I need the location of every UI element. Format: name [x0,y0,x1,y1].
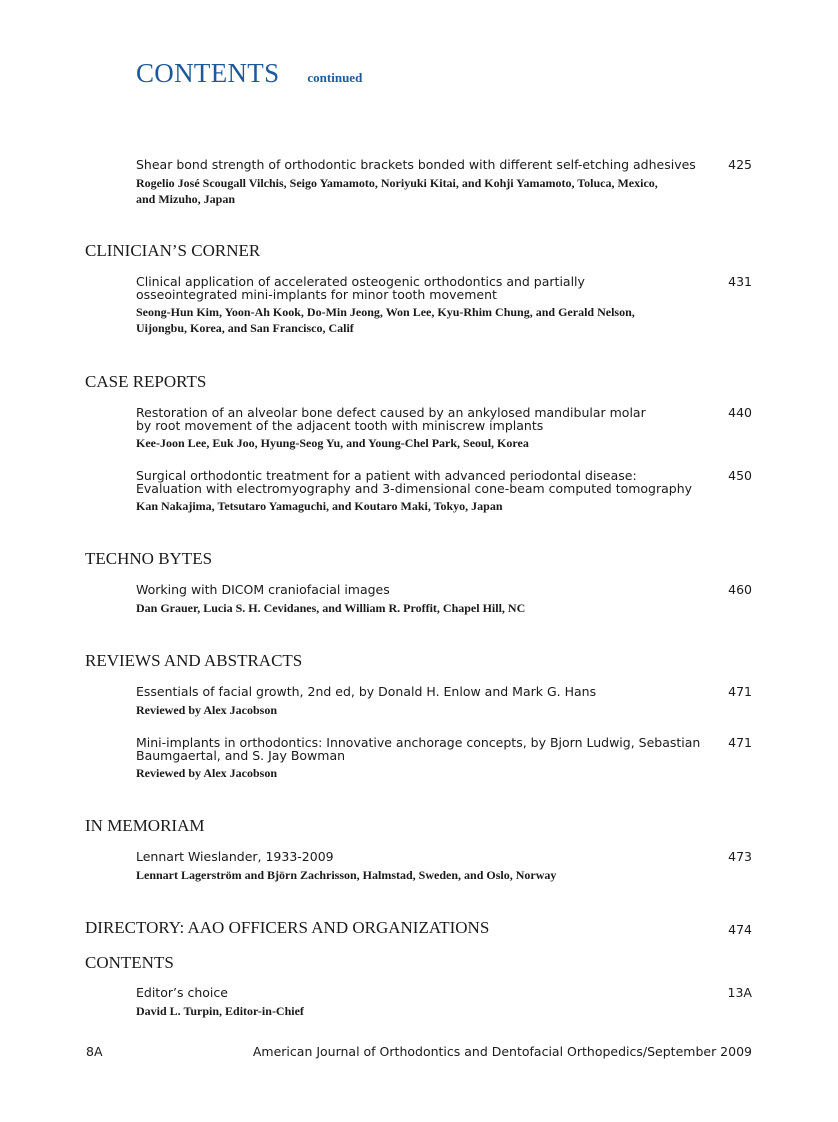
entry-title[interactable]: Editor’s choice [136,985,228,1000]
toc-entry[interactable] [136,470,752,514]
toc-entry[interactable] [136,276,752,336]
entry-authors: Kee-Joon Lee, Euk Joo, Hyung-Seog Yu, and Young-Chel Park, Seoul, Korea [136,436,529,450]
entry-authors: Dan Grauer, Lucia S. H. Cevidanes, and William R. Proffit, Chapel Hill, NC [136,600,526,615]
section-heading-contents: CONTENTS [85,953,174,972]
entry-page-number: 450 [728,468,752,483]
entry-page-number: 13A [727,985,752,1000]
entry-title[interactable]: Essentials of facial growth, 2nd ed, by Donald H. Enlow and Mark G. Hans [136,684,597,699]
entry-title[interactable]: Working with DICOM craniofacial images [136,582,390,597]
entry-authors: Reviewed by Alex Jacobson [136,766,277,780]
toc-entry[interactable] [136,851,752,883]
entry-authors: Kan Nakajima, Tetsutaro Yamaguchi, and Koutaro Maki, Tokyo, Japan [136,499,503,513]
entry-title[interactable]: Clinical application of accelerated osteogenic orthodontics and partially osseointegrated mini-implants for minor tooth movement [136,274,585,302]
section-heading-techno-bytes: TECHNO BYTES [85,549,213,568]
entry-page-number: 460 [728,582,752,597]
entry-authors: Lennart Lagerström and Björn Zachrisson, Halmstad, Sweden, and Oslo, Norway [136,867,557,882]
entry-title[interactable]: Restoration of an alveolar bone defect caused by an ankylosed mandibular molar by root movement of the adjacent tooth with miniscrew implants [136,405,646,433]
section-heading-case-reports: CASE REPORTS [85,372,207,391]
entry-title[interactable]: Surgical orthodontic treatment for a patient with advanced periodontal disease: Evaluation with electromyography and 3-dimensional cone-beam computed tomography [136,468,693,496]
entry-authors: Seong-Hun Kim, Yoon-Ah Kook, Do-Min Jeong, Won Lee, Kyu-Rhim Chung, and Gerald Nelson, Uijongbu, Korea, and San Francisco, Calif [136,305,635,335]
section-heading-directory[interactable]: DIRECTORY: AAO OFFICERS AND ORGANIZATIONS [85,918,490,937]
entry-page-number: 425 [728,157,752,172]
directory-page-number: 474 [728,922,752,937]
entry-title[interactable]: Mini-implants in orthodontics: Innovative anchorage concepts, by Bjorn Ludwig, Sebastian Baumgaertal, and S. Jay Bowman [136,735,701,763]
entry-page-number: 471 [728,735,752,750]
toc-entry[interactable] [136,686,752,718]
page-subtitle: continued [307,70,363,85]
section-heading-clinicians-corner: CLINICIAN’S CORNER [85,241,261,260]
footer-page-label: 8A [86,1044,103,1059]
page-header [136,58,362,89]
toc-entry[interactable] [136,159,752,207]
entry-title[interactable]: Lennart Wieslander, 1933-2009 [136,849,334,864]
entry-page-number: 431 [728,274,752,289]
toc-entry[interactable] [136,737,752,781]
footer-journal-title: American Journal of Orthodontics and Dentofacial Orthopedics/September 2009 [252,1044,752,1059]
toc-entry[interactable] [136,987,752,1019]
entry-page-number: 440 [728,405,752,420]
section-heading-in-memoriam: IN MEMORIAM [85,816,205,835]
entry-authors: David L. Turpin, Editor-in-Chief [136,1003,304,1018]
entry-authors: Rogelio José Scougall Vilchis, Seigo Yamamoto, Noriyuki Kitai, and Kohji Yamamoto, Toluca, Mexico, and Mizuho, Japan [136,175,658,206]
toc-entry[interactable] [136,584,752,616]
entry-page-number: 473 [728,849,752,864]
entry-page-number: 471 [728,684,752,699]
toc-entry[interactable] [136,407,752,451]
page-title: CONTENTS [136,58,280,88]
entry-title[interactable]: Shear bond strength of orthodontic brackets bonded with different self-etching adhesives [136,157,696,172]
entry-authors: Reviewed by Alex Jacobson [136,702,277,717]
section-heading-reviews: REVIEWS AND ABSTRACTS [85,651,303,670]
